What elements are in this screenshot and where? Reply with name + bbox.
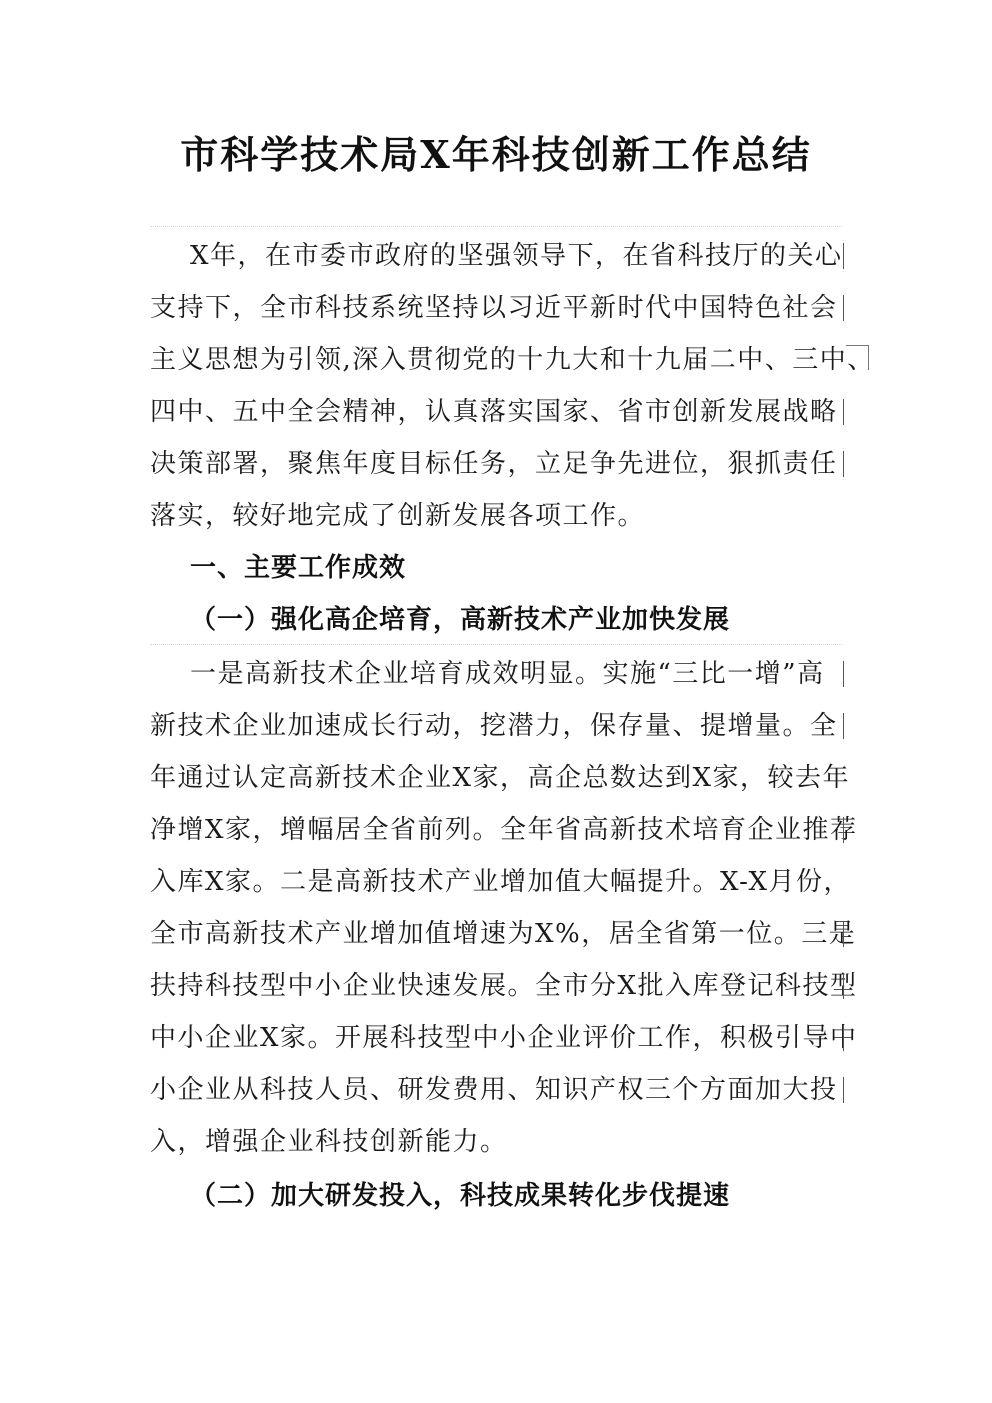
body-line: 中小企业X家。开展科技型中小企业评价工作，积极引导中 bbox=[150, 1023, 858, 1053]
line-end-mark bbox=[843, 817, 844, 843]
line-end-mark bbox=[843, 1077, 844, 1103]
line-end-mark bbox=[843, 451, 844, 477]
body-line: 净增X家，增幅居全省前列。全年省高新技术培育企业推荐 bbox=[150, 815, 858, 845]
intro-line: X年，在市委市政府的坚强领导下，在省科技厅的关心 bbox=[190, 241, 843, 271]
subsection-heading: （一）强化高企培育，高新技术产业加快发展 bbox=[190, 605, 731, 635]
body-line: 入，增强企业科技创新能力。 bbox=[150, 1127, 508, 1157]
body-line: 扶持科技型中小企业快速发展。全市分X批入库登记科技型 bbox=[150, 971, 858, 1001]
line-end-mark bbox=[843, 243, 844, 269]
intro-line: 决策部署，聚焦年度目标任务，立足争先进位，狠抓责任 bbox=[150, 449, 838, 479]
line-end-mark bbox=[843, 295, 844, 321]
intro-line: 主义思想为引领,深入贯彻党的十九大和十九届二中、三中、 bbox=[150, 345, 875, 375]
body-line: 一是高新技术企业培育成效明显。实施“三比一增”高 bbox=[190, 659, 825, 689]
top-rule bbox=[150, 226, 842, 227]
subsection-rule bbox=[150, 644, 842, 645]
document-title: 市科学技术局X年科技创新工作总结 bbox=[180, 132, 812, 177]
intro-line: 落实，较好地完成了创新发展各项工作。 bbox=[150, 501, 646, 531]
body-line: 全市高新技术产业增加值增速为X%，居全省第一位。三是 bbox=[150, 919, 857, 949]
line-end-mark bbox=[843, 921, 844, 947]
line-end-mark bbox=[843, 1025, 844, 1051]
line-end-mark bbox=[843, 399, 844, 425]
line-end-mark bbox=[843, 973, 844, 999]
intro-line: 支持下，全市科技系统坚持以习近平新时代中国特色社会 bbox=[150, 293, 838, 323]
intro-line: 四中、五中全会精神，认真落实国家、省市创新发展战略 bbox=[150, 397, 838, 427]
line-end-mark bbox=[843, 661, 844, 687]
body-line: 新技术企业加速成长行动，挖潜力，保存量、提增量。全 bbox=[150, 711, 838, 741]
subsection-heading: （二）加大研发投入，科技成果转化步伐提速 bbox=[190, 1181, 731, 1211]
line-end-mark bbox=[843, 713, 844, 739]
overflow-corner-mark bbox=[846, 345, 869, 370]
body-line: 入库X家。二是高新技术产业增加值大幅提升。X-X月份， bbox=[150, 867, 851, 897]
body-line: 小企业从科技人员、研发费用、知识产权三个方面加大投 bbox=[150, 1075, 838, 1105]
section-heading: 一、主要工作成效 bbox=[190, 553, 407, 583]
body-line: 年通过认定高新技术企业X家，高企总数达到X家，较去年 bbox=[150, 763, 851, 793]
